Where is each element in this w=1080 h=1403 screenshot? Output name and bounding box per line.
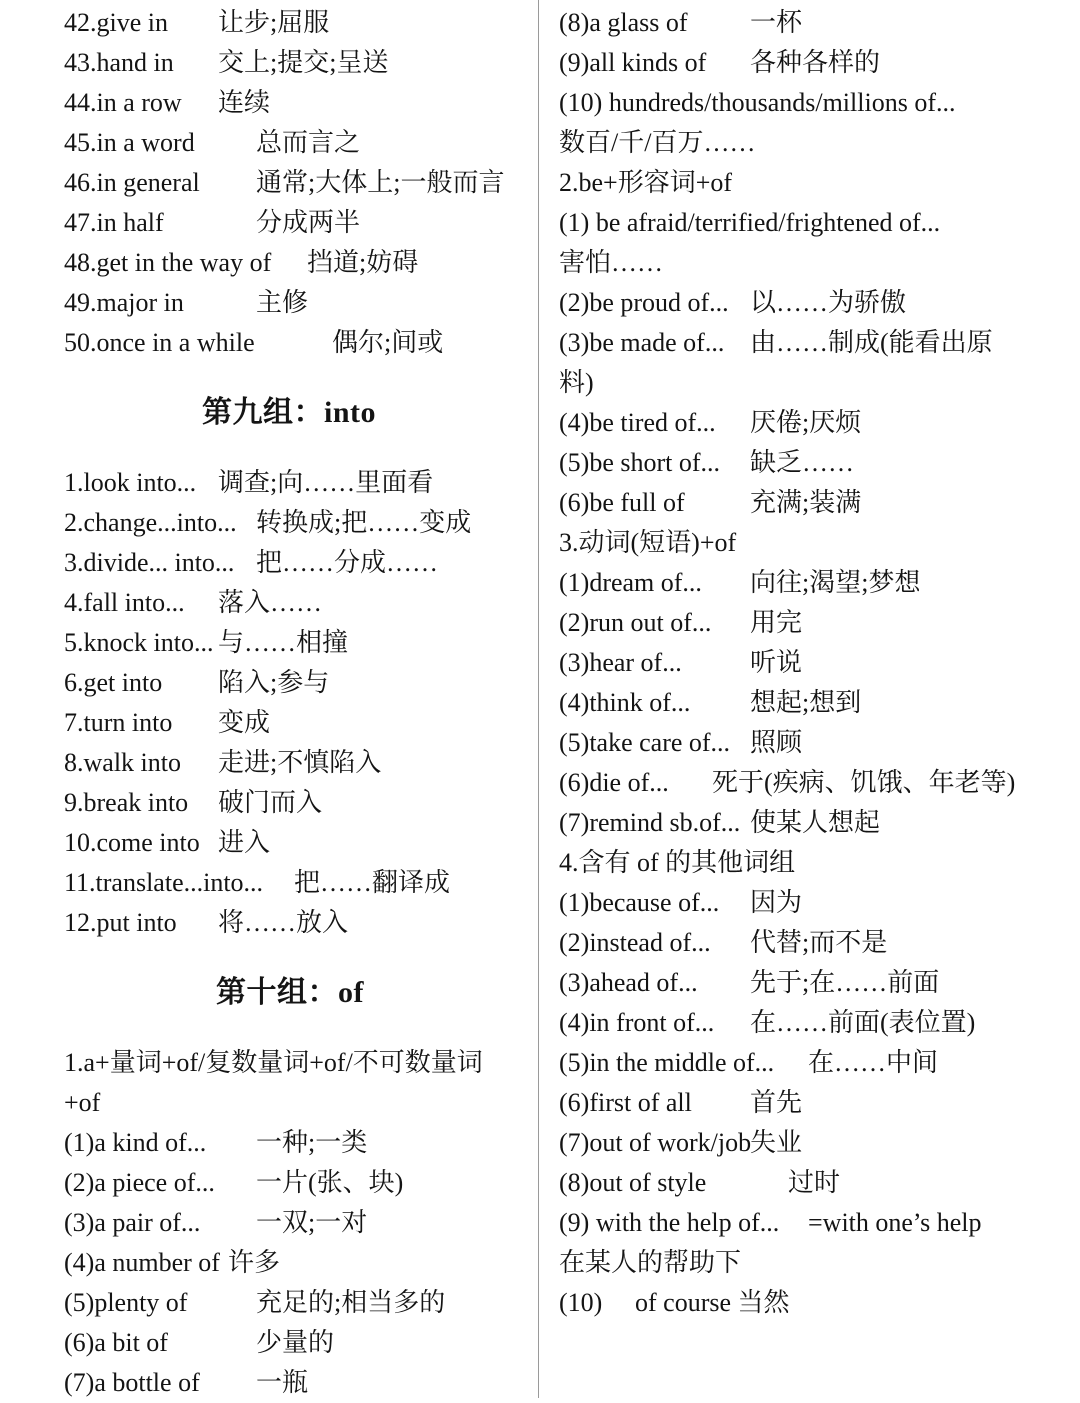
- phrase-entry: [559, 963, 1069, 1003]
- phrase-chinese: 分成两半: [256, 208, 361, 237]
- line-text: 3.动词(短语)+of: [559, 528, 737, 557]
- phrase-entry: [559, 483, 1069, 523]
- text-line: [559, 523, 1069, 563]
- phrase-english: 4.fall into...: [64, 588, 185, 617]
- phrase-chinese: 陷入;参与: [218, 668, 330, 697]
- phrase-chinese: 主修: [256, 288, 309, 317]
- column-divider: [538, 0, 539, 1398]
- text-line: [559, 163, 1069, 203]
- phrase-chinese: 把……分成……: [256, 548, 439, 577]
- phrase-entry: [559, 403, 1069, 443]
- text-line: [559, 123, 1069, 163]
- phrase-english: 42.give in: [64, 8, 168, 37]
- line-text: 2.be+形容词+of: [559, 168, 733, 197]
- phrase-english: (7)out of work/job: [559, 1128, 752, 1157]
- phrase-english: (3)be made of...: [559, 328, 725, 357]
- phrase-chinese: 调查;向……里面看: [218, 468, 434, 497]
- text-line: [559, 363, 1069, 403]
- line-text: 数百/千/百万……: [559, 128, 756, 157]
- phrase-chinese: 少量的: [256, 1328, 335, 1357]
- phrase-entry: [559, 1163, 1069, 1203]
- phrase-entry: [64, 3, 532, 43]
- phrase-entry: [64, 163, 532, 203]
- phrase-english: (3)hear of...: [559, 648, 682, 677]
- left-column: [64, 3, 532, 1403]
- phrase-entry: [559, 803, 1069, 843]
- phrase-chinese: 转换成;把……变成: [256, 508, 472, 537]
- phrase-entry: [64, 1243, 532, 1283]
- phrase-entry: [559, 763, 1069, 803]
- phrase-english: (5)in the middle of...: [559, 1048, 775, 1077]
- phrase-chinese: 缺乏……: [750, 448, 855, 477]
- phrase-chinese: 挡道;妨碍: [307, 248, 419, 277]
- phrase-english: 8.walk into: [64, 748, 181, 777]
- phrase-entry: [64, 583, 532, 623]
- phrase-english: (2)a piece of...: [64, 1168, 215, 1197]
- phrase-english: (8)out of style: [559, 1168, 707, 1197]
- phrase-english: 10.come into: [64, 828, 200, 857]
- phrase-entry: [64, 83, 532, 123]
- phrase-entry: [64, 323, 532, 363]
- phrase-chinese: 失业: [750, 1128, 803, 1157]
- phrase-chinese: 以……为骄傲: [750, 288, 907, 317]
- phrase-english: 45.in a word: [64, 128, 195, 157]
- text-line: [559, 83, 1069, 123]
- phrase-chinese: 一片(张、块): [256, 1168, 404, 1197]
- phrase-english: 7.turn into: [64, 708, 173, 737]
- phrase-chinese: 一种;一类: [256, 1128, 368, 1157]
- phrase-entry: [64, 703, 532, 743]
- phrase-chinese: 用完: [750, 608, 803, 637]
- phrase-entry: [64, 903, 532, 943]
- phrase-chinese: 让步;屈服: [218, 8, 330, 37]
- phrase-english: (10): [559, 1288, 603, 1317]
- phrase-chinese: 走进;不慎陷入: [218, 748, 382, 777]
- phrase-entry: [64, 1203, 532, 1243]
- line-text: 在某人的帮助下: [559, 1248, 742, 1277]
- phrase-english: (7)remind sb.of...: [559, 808, 741, 837]
- phrase-chinese: 一杯: [750, 8, 803, 37]
- phrase-chinese: 许多: [228, 1248, 281, 1277]
- phrase-english: (3)a pair of...: [64, 1208, 201, 1237]
- phrase-chinese: 先于;在……前面: [750, 968, 940, 997]
- phrase-entry: [64, 203, 532, 243]
- phrase-entry: [64, 663, 532, 703]
- phrase-entry: [559, 723, 1069, 763]
- phrase-english: 49.major in: [64, 288, 184, 317]
- phrase-entry: [559, 1123, 1069, 1163]
- phrase-entry: [64, 463, 532, 503]
- line-text: 1.a+量词+of/复数量词+of/不可数量词: [64, 1048, 483, 1077]
- phrase-english: (2)instead of...: [559, 928, 711, 957]
- phrase-chinese: 因为: [750, 888, 803, 917]
- phrase-chinese: 充满;装满: [750, 488, 862, 517]
- phrase-entry: [64, 863, 532, 903]
- phrase-entry: [64, 1323, 532, 1363]
- phrase-chinese: 把……翻译成: [294, 868, 451, 897]
- phrase-english: (2)run out of...: [559, 608, 712, 637]
- text-line: [64, 1043, 532, 1083]
- phrase-english: (6)first of all: [559, 1088, 692, 1117]
- phrase-english: (5)plenty of: [64, 1288, 188, 1317]
- phrase-chinese: 由……制成(能看出原: [750, 328, 993, 357]
- phrase-english: (3)ahead of...: [559, 968, 698, 997]
- phrase-entry: [559, 3, 1069, 43]
- line-text: +of: [64, 1088, 101, 1117]
- phrase-chinese: 破门而入: [218, 788, 323, 817]
- phrase-entry: [559, 443, 1069, 483]
- phrase-english: 1.look into...: [64, 468, 197, 497]
- phrase-chinese: 通常;大体上;一般而言: [256, 168, 505, 197]
- right-column: [559, 3, 1069, 1323]
- phrase-chinese: 连续: [218, 88, 271, 117]
- line-text: 害怕……: [559, 248, 664, 277]
- phrase-chinese: 交上;提交;呈送: [218, 48, 389, 77]
- text-line: [559, 203, 1069, 243]
- phrase-chinese: 进入: [218, 828, 271, 857]
- phrase-english: 3.divide... into...: [64, 548, 235, 577]
- phrase-english: 43.hand in: [64, 48, 174, 77]
- phrase-english: (4)in front of...: [559, 1008, 715, 1037]
- phrase-chinese: 与……相撞: [218, 628, 349, 657]
- phrase-chinese: 想起;想到: [750, 688, 862, 717]
- phrase-chinese: 一瓶: [256, 1368, 309, 1397]
- phrase-english: (2)be proud of...: [559, 288, 729, 317]
- phrase-english: (8)a glass of: [559, 8, 688, 37]
- phrase-entry: [559, 323, 1069, 363]
- section-heading: 第十组：of: [216, 976, 364, 1009]
- phrase-english: (6)a bit of: [64, 1328, 168, 1357]
- phrase-entry: [64, 1363, 532, 1403]
- phrase-entry: [559, 1043, 1069, 1083]
- phrase-entry: [559, 643, 1069, 683]
- phrase-english: (4)be tired of...: [559, 408, 716, 437]
- text-line: [559, 243, 1069, 283]
- phrase-english: 2.change...into...: [64, 508, 237, 537]
- text-line: [559, 843, 1069, 883]
- phrase-english: 44.in a row: [64, 88, 182, 117]
- phrase-chinese: 总而言之: [256, 128, 361, 157]
- phrase-chinese: 厌倦;厌烦: [750, 408, 862, 437]
- phrase-english: (4)a number of: [64, 1248, 220, 1277]
- phrase-chinese: 使某人想起: [750, 808, 881, 837]
- phrase-english: 11.translate...into...: [64, 868, 264, 897]
- phrase-english: (5)take care of...: [559, 728, 731, 757]
- phrase-chinese: 代替;而不是: [750, 928, 888, 957]
- text-line: [559, 1243, 1069, 1283]
- phrase-chinese: 照顾: [750, 728, 803, 757]
- phrase-english: (1)because of...: [559, 888, 720, 917]
- phrase-english: (4)think of...: [559, 688, 691, 717]
- phrase-entry: [559, 1203, 1069, 1243]
- phrase-english: 47.in half: [64, 208, 164, 237]
- text-line: [64, 1083, 532, 1123]
- phrase-entry: [64, 243, 532, 283]
- line-text: (10) hundreds/thousands/millions of...: [559, 88, 956, 117]
- phrase-chinese: 变成: [218, 708, 271, 737]
- phrase-entry: [559, 603, 1069, 643]
- phrase-english: (5)be short of...: [559, 448, 721, 477]
- phrase-english: (6)be full of: [559, 488, 685, 517]
- phrase-english: 50.once in a while: [64, 328, 255, 357]
- phrase-entry: [559, 1083, 1069, 1123]
- phrase-chinese: 过时: [788, 1168, 841, 1197]
- phrase-entry: [559, 1003, 1069, 1043]
- phrase-entry: [64, 1123, 532, 1163]
- phrase-english: (6)die of...: [559, 768, 669, 797]
- phrase-chinese: 一双;一对: [256, 1208, 368, 1237]
- phrase-chinese: 向往;渴望;梦想: [750, 568, 921, 597]
- line-text: 4.含有 of 的其他词组: [559, 848, 796, 877]
- phrase-chinese: 首先: [750, 1088, 803, 1117]
- phrase-chinese: 将……放入: [218, 908, 349, 937]
- phrase-entry: [64, 1163, 532, 1203]
- phrase-entry: [64, 543, 532, 583]
- line-text: (1) be afraid/terrified/frightened of...: [559, 208, 941, 237]
- phrase-entry: [559, 1283, 1069, 1323]
- phrase-entry: [64, 743, 532, 783]
- phrase-english: (9) with the help of...: [559, 1208, 780, 1237]
- phrase-chinese: of course 当然: [635, 1288, 790, 1317]
- phrase-entry: [559, 923, 1069, 963]
- phrase-english: 46.in general: [64, 168, 200, 197]
- phrase-chinese: 各种各样的: [750, 48, 881, 77]
- phrase-chinese: 听说: [750, 648, 803, 677]
- phrase-entry: [64, 503, 532, 543]
- phrase-entry: [64, 123, 532, 163]
- phrase-entry: [559, 683, 1069, 723]
- phrase-entry: [64, 1283, 532, 1323]
- phrase-english: (9)all kinds of: [559, 48, 707, 77]
- phrase-english: (7)a bottle of: [64, 1368, 200, 1397]
- phrase-entry: [64, 623, 532, 663]
- phrase-chinese: 死于(疾病、饥饿、年老等): [712, 768, 1016, 797]
- phrase-chinese: 在……中间: [808, 1048, 939, 1077]
- line-text: 料): [559, 368, 594, 397]
- phrase-entry: [64, 783, 532, 823]
- phrase-chinese: 在……前面(表位置): [750, 1008, 976, 1037]
- phrase-chinese: 落入……: [218, 588, 323, 617]
- phrase-english: 48.get in the way of: [64, 248, 272, 277]
- phrase-english: 6.get into: [64, 668, 163, 697]
- phrase-entry: [559, 43, 1069, 83]
- phrase-entry: [64, 43, 532, 83]
- phrase-english: (1)a kind of...: [64, 1128, 207, 1157]
- phrase-entry: [64, 283, 532, 323]
- phrase-english: 9.break into: [64, 788, 189, 817]
- phrase-entry: [559, 883, 1069, 923]
- phrase-entry: [64, 823, 532, 863]
- phrase-english: 12.put into: [64, 908, 177, 937]
- phrase-chinese: 偶尔;间或: [332, 328, 444, 357]
- phrase-english: 5.knock into...: [64, 628, 214, 657]
- phrase-entry: [559, 283, 1069, 323]
- phrase-chinese: 充足的;相当多的: [256, 1288, 446, 1317]
- phrase-english: (1)dream of...: [559, 568, 702, 597]
- section-heading: 第九组：into: [202, 396, 377, 429]
- phrase-entry: [559, 563, 1069, 603]
- phrase-chinese: =with one’s help: [808, 1208, 982, 1237]
